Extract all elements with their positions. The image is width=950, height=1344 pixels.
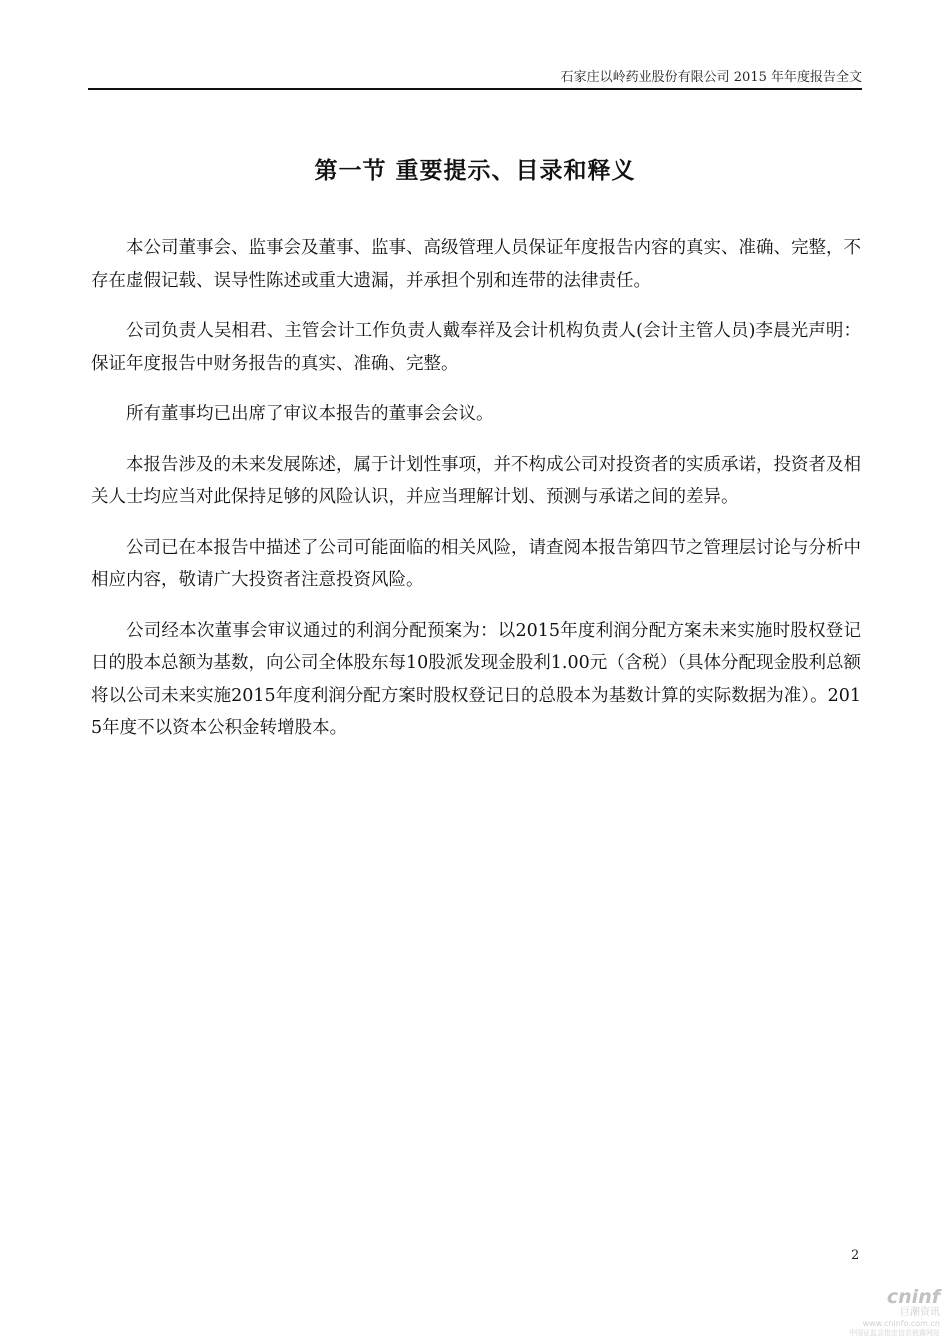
paragraph-board-guarantee: 本公司董事会、监事会及董事、监事、高级管理人员保证年度报告内容的真实、准确、完整，不存在虚假记载、误导性陈述或重大遗漏，并承担个别和连带的法律责任。 [91,238,861,291]
paragraph-profit-distribution: 公司经本次董事会审议通过的利润分配预案为：以2015年度利润分配方案未来实施时股权登记日的股本总额为基数，向公司全体股东每10股派发现金股利1.00元（含税）（具体分配现金股利总额将以公司未来实施2015年度利润分配方案时股权登记日的总股本为基数计算的实际数据为准）。2015年度不以资本公积金转增股本。 [91,620,861,738]
paragraph-board-attendance: 所有董事均已出席了审议本报告的董事会会议。 [126,404,494,424]
running-header: 石家庄以岭药业股份有限公司 2015 年年度报告全文 [560,70,862,85]
watermark-org: 中国证监会指定信息披露网站 [849,1329,940,1337]
watermark-logo: cninf [886,1286,940,1308]
paragraph-officer-statement: 公司负责人吴相君、主管会计工作负责人戴奉祥及会计机构负责人(会计主管人员)李晨光声明：保证年度报告中财务报告的真实、准确、完整。 [91,321,861,374]
paragraph-risk-notice: 公司已在本报告中描述了公司可能面临的相关风险，请查阅本报告第四节之管理层讨论与分析中相应内容，敬请广大投资者注意投资风险。 [91,537,861,590]
page-number: 2 [851,1248,860,1263]
section-title: 第一节 重要提示、目录和释义 [314,158,636,184]
cninfo-watermark [820,1287,940,1338]
watermark-url: www.cninfo.com.cn [862,1319,940,1328]
document-body [91,232,861,763]
paragraph-forward-looking: 本报告涉及的未来发展陈述，属于计划性事项，并不构成公司对投资者的实质承诺，投资者及相关人士均应当对此保持足够的风险认识，并应当理解计划、预测与承诺之间的差异。 [91,454,861,507]
header-divider [88,88,862,90]
watermark-subtitle: 巨潮资讯 [900,1307,940,1318]
